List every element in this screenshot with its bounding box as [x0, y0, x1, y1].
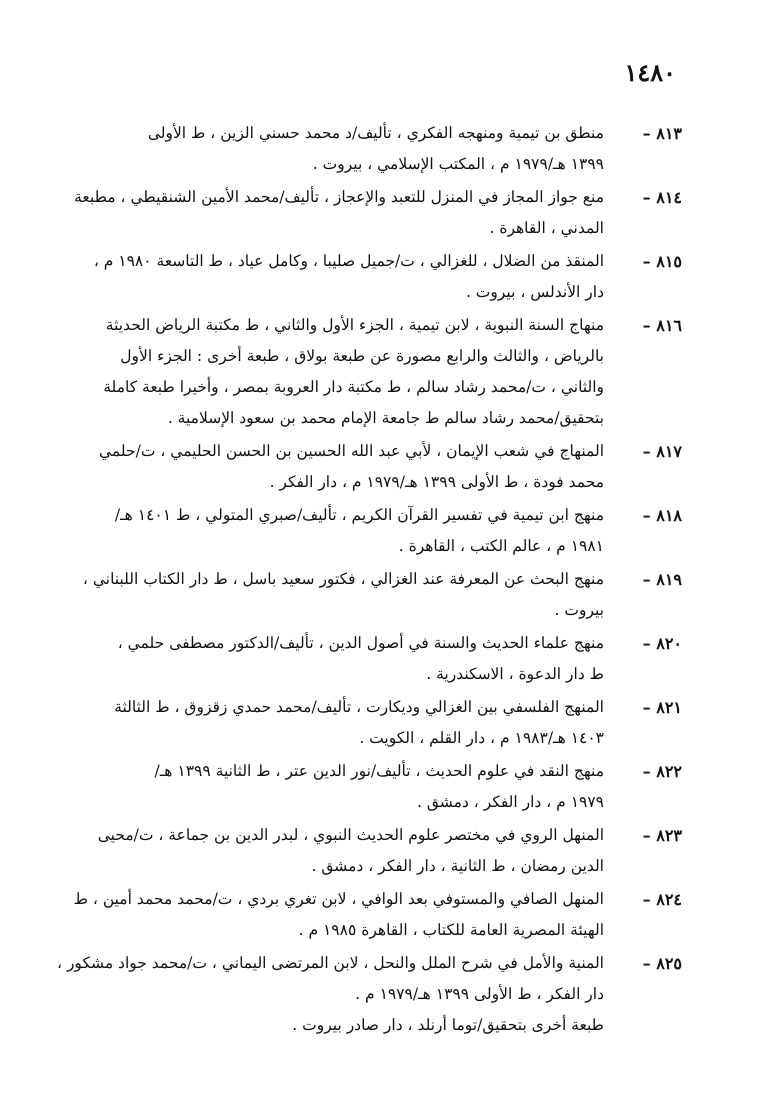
entry-number: ٨١٩ – — [642, 570, 682, 589]
entry-text — [118, 118, 604, 180]
entry-line: دار الأندلس ، بيروت . — [465, 283, 604, 301]
bibliography-entry — [103, 310, 682, 434]
bibliography-entry — [57, 948, 682, 1041]
entry-text — [118, 628, 604, 690]
entry-line: بالرياض ، والثالث والرابع مصورة عن طبعة بولاق ، طبعة أخرى : الجزء الأول — [120, 347, 604, 365]
bibliography-entry — [74, 182, 682, 244]
bibliography-entry — [93, 246, 682, 308]
entry-text — [99, 436, 604, 498]
entry-line: منهج علماء الحديث والسنة في أصول الدين ، تأليف/الدكتور مصطفى حلمي ، — [117, 634, 604, 652]
entry-line: منطق بن تيمية ومنهجه الفكري ، تأليف/د محمد حسني الزين ، ط الأولى — [147, 124, 604, 142]
entry-line: المنقذ من الضلال ، للغزالي ، ت/جميل صليبا ، وكامل عياد ، ط التاسعة ١٩٨٠ م ، — [93, 252, 604, 270]
entry-number: ٨٢٣ – — [642, 826, 682, 845]
entry-number: ٨١٨ – — [642, 506, 682, 525]
entry-number: ٨١٤ – — [642, 188, 682, 207]
entry-line: منهاج السنة النبوية ، لابن تيمية ، الجزء الأول والثاني ، ط مكتبة الرياض الحديثة — [105, 316, 604, 334]
entry-line: المدني ، القاهرة . — [489, 219, 604, 237]
entry-line: ١٤٠٣ هـ/١٩٨٣ م ، دار القلم ، الكويت . — [359, 729, 604, 747]
bibliography-list — [57, 118, 682, 1041]
entry-number: ٨٢١ – — [642, 698, 682, 717]
entry-text — [73, 884, 604, 946]
bibliography-entry — [99, 436, 682, 498]
entry-number: ٨٢٥ – — [642, 954, 682, 973]
bibliography-entry — [114, 500, 682, 562]
entry-number: ٨٢٤ – — [642, 890, 682, 909]
entry-text — [103, 310, 604, 434]
entry-text — [114, 692, 604, 754]
entry-text — [57, 948, 604, 1041]
entry-line: ١٣٩٩ هـ/١٩٧٩ م ، المكتب الإسلامي ، بيروت . — [312, 155, 604, 173]
bibliography-entry — [118, 756, 682, 818]
entry-line: منع جواز المجاز في المنزل للتعبد والإعجاز ، تأليف/محمد الأمين الشنقيطي ، مطبعة — [74, 188, 604, 206]
entry-number: ٨٢٠ – — [642, 634, 682, 653]
entry-number: ٨١٣ – — [642, 124, 682, 143]
entry-line: المنهل الروي في مختصر علوم الحديث النبوي ، لبدر الدين بن جماعة ، ت/محيى — [97, 826, 604, 844]
entry-line: طبعة أخرى بتحقيق/توما أرنلد ، دار صادر بيروت . — [292, 1016, 604, 1034]
entry-number: ٨١٦ – — [642, 316, 682, 335]
bibliography-entry — [82, 564, 682, 626]
entry-line: المنية والأمل في شرح الملل والنحل ، لابن المرتضى اليماني ، ت/محمد جواد مشكور ، — [57, 954, 604, 972]
entry-line: دار الفكر ، ط الأولى ١٣٩٩ هـ/١٩٧٩ م . — [355, 985, 604, 1003]
entry-line: منهج النقد في علوم الحديث ، تأليف/نور الدين عتر ، ط الثانية ١٣٩٩ هـ/ — [154, 762, 604, 780]
entry-text — [93, 246, 604, 308]
page-number: ١٤٨٠ — [624, 58, 676, 87]
entry-text — [97, 820, 604, 882]
entry-line: بتحقيق/محمد رشاد سالم ط جامعة الإمام محمد بن سعود الإسلامية . — [167, 409, 604, 427]
entry-text — [74, 182, 604, 244]
bibliography-entry — [73, 884, 682, 946]
entry-line: الدين رمضان ، ط الثانية ، دار الفكر ، دمشق . — [311, 857, 604, 875]
entry-text — [114, 500, 604, 562]
entry-line: والثاني ، ت/محمد رشاد سالم ، ط مكتبة دار العروبة بمصر ، وأخيرا طبعة كاملة — [103, 378, 604, 396]
entry-number: ٨٢٢ – — [642, 762, 682, 781]
entry-number: ٨١٧ – — [642, 442, 682, 461]
entry-line: منهج البحث عن المعرفة عند الغزالي ، فكتور سعيد باسل ، ط دار الكتاب اللبناني ، — [82, 570, 604, 588]
entry-line: محمد فودة ، ط الأولى ١٣٩٩ هـ/١٩٧٩ م ، دار الفكر . — [269, 473, 604, 491]
entry-text — [118, 756, 604, 818]
entry-line: المنهاج في شعب الإيمان ، لأبي عبد الله الحسين بن الحسن الحليمي ، ت/حلمي — [99, 442, 604, 460]
entry-line: ١٩٨١ م ، عالم الكتب ، القاهرة . — [398, 537, 604, 555]
entry-line: منهج ابن تيمية في تفسير القرآن الكريم ، تأليف/صبري المتولي ، ط ١٤٠١ هـ/ — [114, 506, 604, 524]
entry-line: ط دار الدعوة ، الاسكندرية . — [426, 665, 604, 683]
bibliography-entry — [97, 820, 682, 882]
entry-text — [82, 564, 604, 626]
entry-line: الهيئة المصرية العامة للكتاب ، القاهرة ١٩٨٥ م . — [298, 921, 604, 939]
entry-line: المنهج الفلسفي بين الغزالي وديكارت ، تأليف/محمد حمدي زقزوق ، ط الثالثة — [114, 698, 604, 716]
entry-line: المنهل الصافي والمستوفي بعد الوافي ، لابن تغري بردي ، ت/محمد محمد أمين ، ط — [73, 890, 604, 908]
entry-number: ٨١٥ – — [642, 252, 682, 271]
entry-line: بيروت . — [554, 601, 604, 619]
bibliography-entry — [114, 692, 682, 754]
entry-line: ١٩٧٩ م ، دار الفكر ، دمشق . — [417, 793, 604, 811]
bibliography-entry — [118, 628, 682, 690]
bibliography-entry — [118, 118, 682, 180]
